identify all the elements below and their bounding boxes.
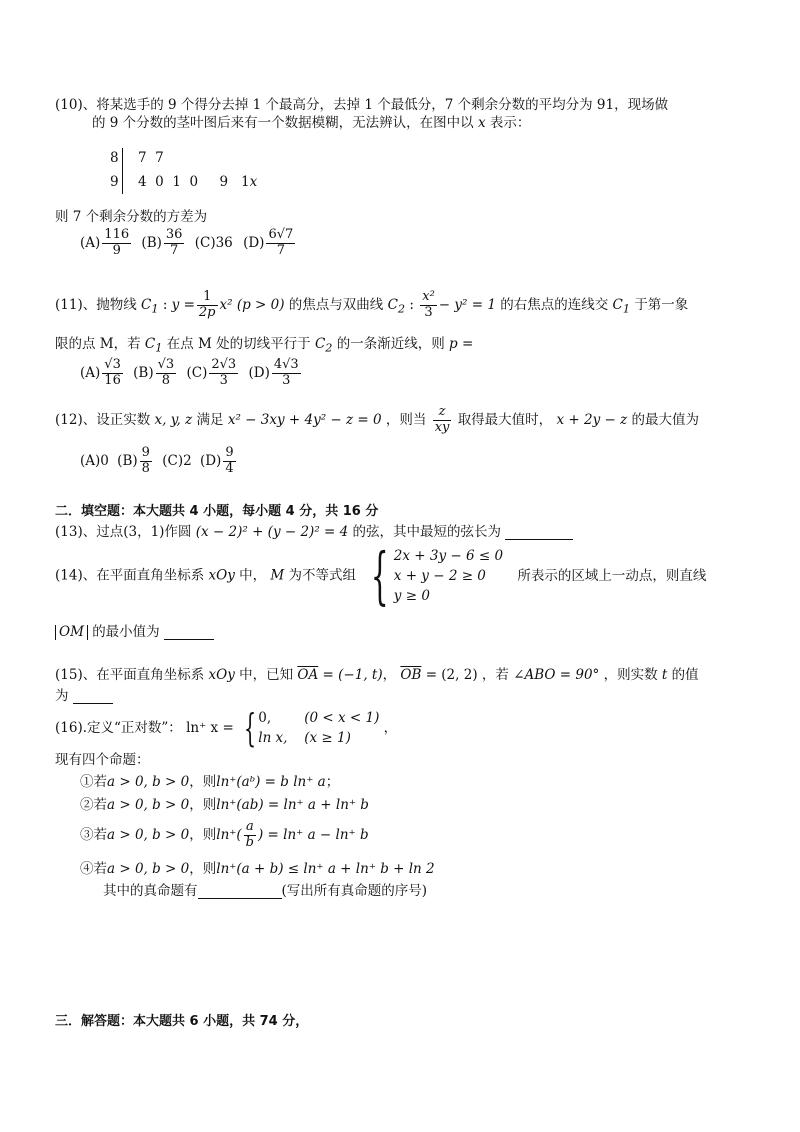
case-2 [258,728,379,748]
hyper-den: 3 [424,304,433,320]
q12-frac-num: z [433,405,452,421]
q16-lhs: ln⁺ x = [186,719,234,736]
prop2-cond: a > 0, b > 0 [107,797,190,813]
c1-symbol-3: $C_1$ [144,336,163,355]
q13-answer-blank[interactable] [505,523,573,540]
stem-8: 8 [110,150,119,166]
ineq-2: x + y − 2 ≥ 0 [393,567,486,584]
q13-p1: (13)、过点(3，1)作圆 [55,524,192,540]
prop3-eq-b: ) = ln⁺ a − ln⁺ b [257,826,369,843]
prop3-pre: ③若 [80,826,107,843]
opt-den: 8 [141,460,150,476]
q15-p4: ，则实数 [603,667,658,683]
opt-label: (A) [80,364,101,381]
case1-cond: (0 < x < 1) [304,710,380,726]
opt-num: √3 [157,357,175,372]
piecewise-brace: { [244,706,257,751]
q14-line1 [55,539,707,612]
c1-letter: C [141,296,152,313]
q10-line2-end: 表示： [489,115,531,131]
q10-option-b[interactable] [141,227,186,258]
ineq-1: 2x + 3y − 6 ≤ 0 [393,547,504,564]
proposition-2 [80,797,369,813]
q15-sys: xOy [208,667,235,683]
proposition-4 [80,861,435,877]
parabola-den: 2p [198,304,216,320]
opt-den: 4 [225,460,234,476]
q12-option-d[interactable] [199,445,238,476]
hyper-rest: − y² = 1 [438,296,496,313]
proposition-3 [80,820,369,851]
q11-line2a: 限的点 M，若 [55,336,141,352]
q12-p2: 满足 [196,411,224,428]
q12-frac-den: xy [434,419,450,435]
q12-line1 [55,405,699,436]
q11-p4: 于第一象 [634,296,689,313]
q10-options [80,228,297,259]
opt-den: 16 [104,372,121,388]
q12-p3: ，则当 [385,411,427,428]
q14-p2: 中， [239,567,267,584]
case1-val: 0, [258,710,272,726]
prop1-eq: ln⁺(aᵇ) = b ln⁺ a [216,774,326,790]
q14-line2 [55,623,214,640]
q14-answer-blank[interactable] [164,623,214,640]
c2-symbol: $C_2$ [387,296,406,316]
leaf-x: x [249,174,258,190]
q12-p4: 取得最大值时， [457,411,553,428]
q11-option-d[interactable] [248,357,302,388]
q16-answer-blank[interactable] [198,882,282,899]
q15-p5: 的值 [671,667,699,683]
opt-label: (D) [199,452,222,469]
q10-option-a[interactable] [80,227,133,258]
opt-label: (D) [243,234,265,251]
parabola-lhs: y = [171,296,195,313]
q13-eq: (x − 2)² + (y − 2)² = 4 [195,524,349,540]
opt-num: 2√3 [211,357,237,372]
q16-intro: 现有四个命题： [55,752,150,768]
q12-expr: x + 2y − z [556,411,628,428]
prop2-mid: ，则 [189,797,217,813]
q16-line1 [55,708,397,749]
q15-p6: 为 [55,688,69,704]
prop1-pre: ①若 [80,774,107,790]
opt-label: (B) [117,452,138,469]
piecewise-cases [258,708,379,749]
vector-oa: $\overline{OA}$ [297,667,319,683]
p-eq: p = [449,336,474,352]
q16-ask-text: 其中的真命题有 [103,883,198,899]
opt-den: 3 [219,372,228,388]
q16-ask [103,882,427,899]
q15-p3: ，若 [481,667,509,683]
case2-cond: (x ≥ 1) [304,730,351,747]
opt-label: (A) [80,234,101,251]
q11-line1 [55,290,688,321]
q12-options [80,446,238,477]
opt-den: 7 [276,242,285,258]
c1-symbol-2: $C_1$ [612,296,631,316]
prop1-cond: a > 0, b > 0 [107,774,190,790]
stem-leaf-plot [108,148,298,204]
opt-num: 6√7 [268,227,294,242]
leaves-8: 7 7 [138,150,164,166]
prop4-eq: ln⁺(a + b) ≤ ln⁺ a + ln⁺ b + ln 2 [216,861,435,877]
prop3-den: b [245,834,254,850]
case2-val: ln x, [258,730,288,747]
q14-p1: (14)、在平面直角坐标系 [55,567,205,584]
q11-line2c: 的一条渐近线，则 [336,336,445,352]
leaves-9 [138,174,257,190]
q10-line1: (10)、将某选手的 9 个得分去掉 1 个最高分，去掉 1 个最低分，7 个剩余分数的平均分为 91，现场做 [55,97,669,113]
q10-option-c[interactable]: (C)36 [194,234,233,251]
c2-symbol-2: $C_2$ [314,336,333,355]
q11-p2: 的焦点与双曲线 [288,296,384,313]
q14-p4: 所表示的区域上一动点，则直线 [517,567,707,584]
prop2-pre: ②若 [80,797,107,813]
q15-line1: (15)、在平面直角坐标系 xOy 中，已知 $\overline{OA} = (-1$, t)， $\overline{OB} = (2$, 2) ，若 ∠ABO = 90° ，则实数 t 的值 [55,667,699,683]
opt-den: 8 [161,372,171,388]
section-3-heading: 三．解答题：本大题共 6 小题，共 74 分， [55,1014,309,1029]
prop2-eq: ln⁺(ab) = ln⁺ a + ln⁺ b [216,797,369,813]
opt-label: (B) [133,364,154,381]
opt-num: 116 [104,227,130,242]
stem-9: 9 [110,174,119,190]
q10-ask: 则 7 个剩余分数的方差为 [55,209,208,225]
q14-m: M [270,567,285,584]
opt-label: (D) [248,364,270,381]
q11-option-a[interactable] [80,357,125,388]
q11-line2 [55,336,473,355]
case-1 [258,708,379,728]
prop3-num: a [244,820,256,836]
q10-line2 [92,115,530,131]
q13-line [55,523,573,540]
q12-option-c[interactable]: (C)2 [162,452,192,469]
q16-ask-tail: (写出所有真命题的序号) [281,883,428,899]
opt-den: 9 [112,242,121,258]
opt-label: (B) [141,234,162,251]
angle-abo: ∠ABO = 90° [513,667,600,683]
ineq-3: y ≥ 0 [393,588,430,605]
opt-den: 3 [282,372,291,388]
inequality-system [394,546,503,607]
prop3-eq-a: ln⁺( [216,826,242,843]
prop4-pre: ④若 [80,861,107,877]
q11-option-c[interactable] [186,357,240,388]
vector-ob-val: = (2, 2) [425,667,478,683]
q15-t: t [661,667,668,683]
q14-p3: 为不等式组 [288,567,357,584]
q15-line2 [55,687,113,704]
opt-num: √3 [104,357,121,372]
q15-p1: (15)、在平面直角坐标系 [55,667,205,683]
parabola-num: 1 [197,290,218,306]
q13-p2: 的弦，其中最短的弦长为 [352,524,502,540]
section-2-heading: 二．填空题：本大题共 4 小题，每小题 4 分，共 16 分 [55,504,379,519]
q11-option-b[interactable] [133,357,178,388]
om-abs [55,625,88,640]
proposition-1 [80,774,339,790]
q12-p5: 的最大值为 [631,411,700,428]
q16-p1: (16).定义“正对数”： [55,719,182,736]
hyperbola-eq: : $\frac{\text{x²}}{3}$ − y² = 1 [409,289,496,320]
q14-sys: xOy [208,567,235,584]
q10-line2-var: x [477,115,486,131]
prop1-mid: ，则 [189,774,217,790]
q12-option-b[interactable] [117,445,154,476]
q16-tail: ， [383,719,398,736]
opt-num: 36 [165,227,183,242]
opt-num: 9 [141,445,150,460]
parabola-eq: : y = $\frac{1}{2p}$ x² (p > 0) [162,289,285,320]
q12-p1: (12)、设正实数 [55,411,151,428]
q12-option-a[interactable]: (A)0 [80,452,109,469]
prop3-mid: ，则 [189,826,217,843]
q14-p5: 的最小值为 [92,624,160,640]
opt-num: 9 [225,445,234,460]
prop3-cond: a > 0, b > 0 [107,826,190,843]
q11-line2b: 在点 M 处的切线平行于 [166,336,311,352]
c1-symbol: $C_1$ [141,296,159,316]
hyper-num: x² [422,289,435,304]
vector-oa-val: = (−1, t) [322,667,383,683]
q11-options [80,358,303,389]
q10-option-d[interactable] [243,227,297,258]
q12-eq: x² − 3xy + 4y² − z = 0 [227,411,382,428]
prop4-cond: a > 0, b > 0 [107,861,190,877]
prop1-end: ； [325,774,340,790]
stem-divider [122,148,123,194]
left-brace: { [371,539,389,612]
q12-vars: x, y, z [154,411,193,428]
vector-ob: $\overline{OB}$ [400,667,422,683]
q11-p3: 的右焦点的连线交 [500,296,609,313]
om-text: OM [59,624,84,640]
q11-p1: (11)、抛物线 [55,296,137,313]
opt-num: 4√3 [273,357,299,372]
q10-line2-text: 的 9 个分数的茎叶图后来有一个数据模糊，无法辨认，在图中以 [92,115,474,131]
q15-answer-blank[interactable] [73,687,113,704]
parabola-rest: x² (p > 0) [219,296,285,313]
opt-label: (C) [186,364,208,381]
prop4-mid: ，则 [189,861,217,877]
opt-den: 7 [170,242,179,258]
leaves-9-text: 4 0 1 0 9 1 [138,174,250,190]
q15-p2: 中，已知 [239,667,294,683]
